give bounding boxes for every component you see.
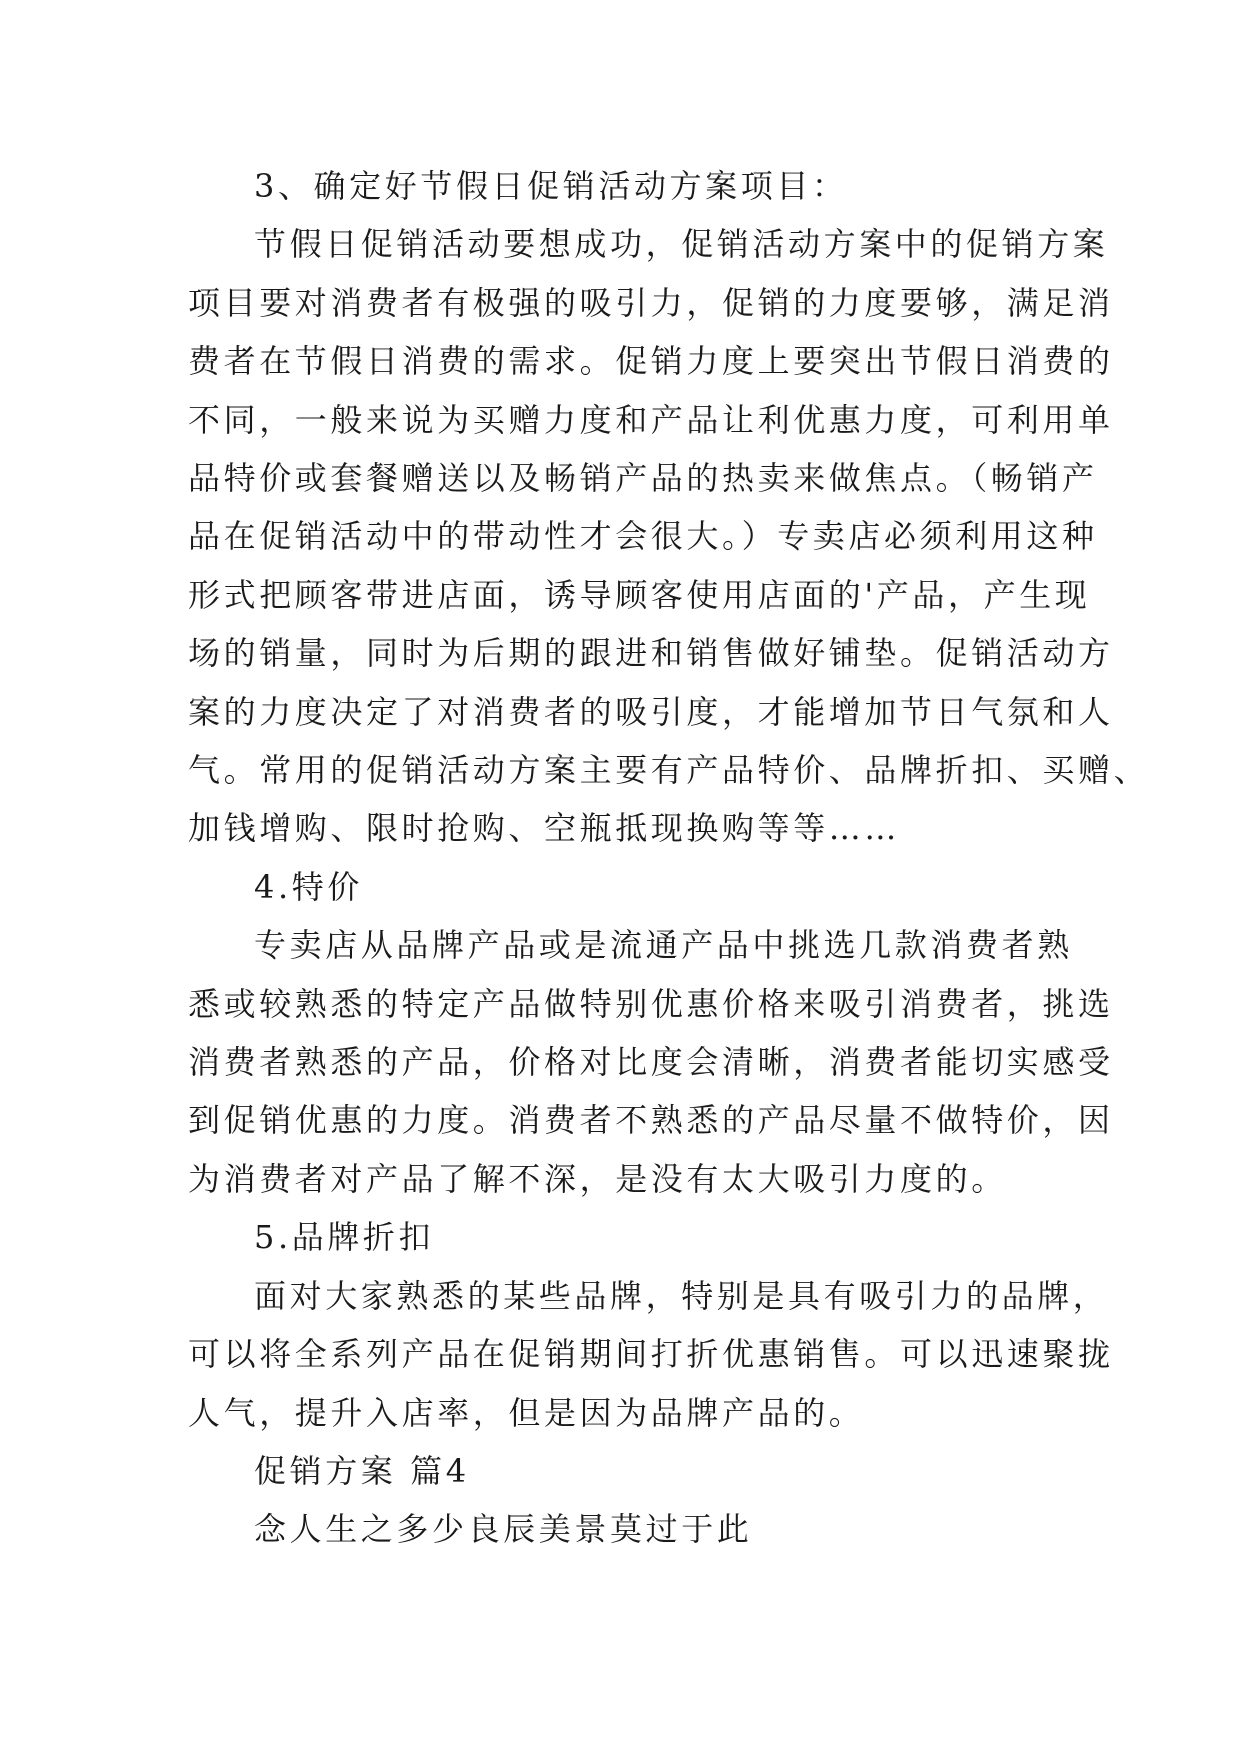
- paragraph-line: 节假日促销活动要想成功，促销活动方案中的促销方案: [254, 225, 1109, 263]
- paragraph-line: 加钱增购、限时抢购、空瓶抵现换购等等……: [188, 809, 901, 847]
- paragraph-line: 念人生之多少良辰美景莫过于此: [254, 1510, 753, 1548]
- paragraph-line: 可以将全系列产品在促销期间打折优惠销售。可以迅速聚拢: [188, 1335, 1114, 1373]
- section-heading-5: 5.品牌折扣: [254, 1218, 435, 1256]
- paragraph-line: 为消费者对产品了解不深，是没有太大吸引力度的。: [188, 1160, 1007, 1198]
- paragraph-line: 悉或较熟悉的特定产品做特别优惠价格来吸引消费者，挑选: [188, 985, 1114, 1023]
- paragraph-line: 形式把顾客带进店面，诱导顾客使用店面的'产品，产生现: [188, 576, 1091, 614]
- paragraph-line: 人气，提升入店率，但是因为品牌产品的。: [188, 1394, 865, 1432]
- paragraph-line: 面对大家熟悉的某些品牌，特别是具有吸引力的品牌，: [254, 1277, 1109, 1315]
- paragraph-line: 费者在节假日消费的需求。促销力度上要突出节假日消费的: [188, 342, 1114, 380]
- paragraph-line: 到促销优惠的力度。消费者不熟悉的产品尽量不做特价，因: [188, 1101, 1114, 1139]
- paragraph-line: 品特价或套餐赠送以及畅销产品的热卖来做焦点。（畅销产: [188, 459, 1098, 497]
- paragraph-line: 项目要对消费者有极强的吸引力，促销的力度要够，满足消: [188, 284, 1114, 322]
- chapter-heading: 促销方案 篇4: [254, 1452, 470, 1490]
- paragraph-line: 气。常用的促销活动方案主要有产品特价、品牌折扣、买赠、: [188, 751, 1150, 789]
- paragraph-line: 案的力度决定了对消费者的吸引度，才能增加节日气氛和人: [188, 693, 1114, 731]
- section-heading-3: 3、确定好节假日促销活动方案项目：: [254, 167, 848, 205]
- paragraph-line: 消费者熟悉的产品，价格对比度会清晰，消费者能切实感受: [188, 1043, 1114, 1081]
- paragraph-line: 不同，一般来说为买赠力度和产品让利优惠力度，可利用单: [188, 401, 1114, 439]
- paragraph-line: 专卖店从品牌产品或是流通产品中挑选几款消费者熟: [254, 926, 1073, 964]
- paragraph-line: 场的销量，同时为后期的跟进和销售做好铺垫。促销活动方: [188, 634, 1114, 672]
- paragraph-line: 品在促销活动中的带动性才会很大。）专卖店必须利用这种: [188, 517, 1098, 555]
- section-heading-4: 4.特价: [254, 868, 363, 906]
